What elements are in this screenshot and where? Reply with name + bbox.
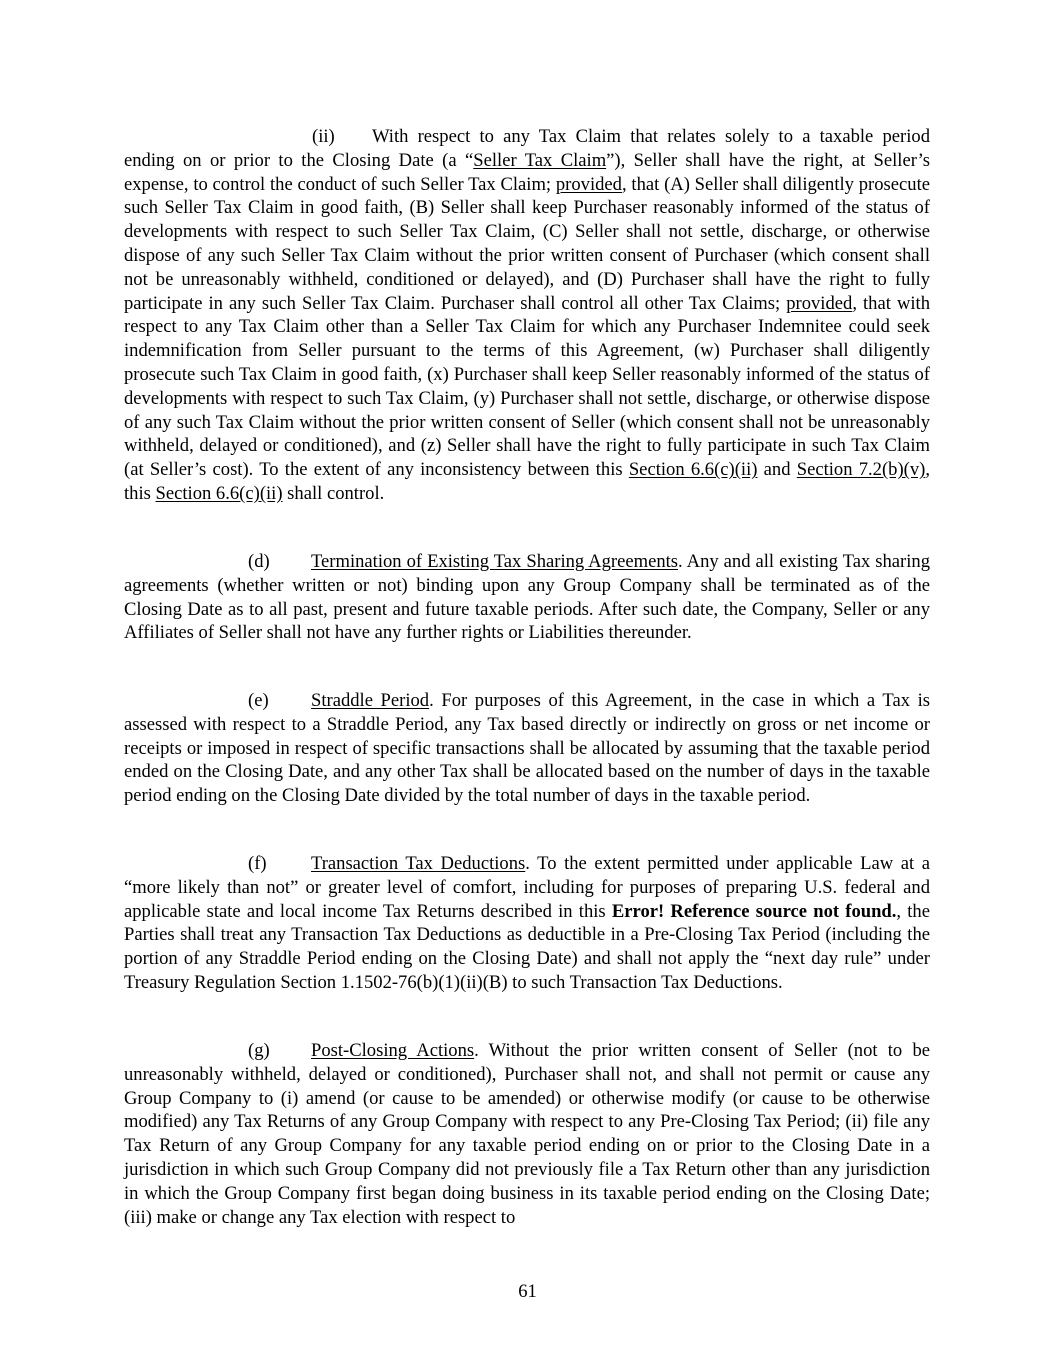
paragraph-label: (ii): [312, 126, 335, 147]
paragraph-text: , this: [124, 459, 930, 504]
section-reference: Section 6.6(c)(ii): [155, 482, 283, 504]
paragraph-f: [124, 852, 930, 995]
paragraph-label: (e): [248, 690, 269, 711]
defined-term: provided: [786, 292, 853, 314]
paragraph-heading: Transaction Tax Deductions: [311, 853, 526, 874]
section-reference: Section 7.2(b)(v): [796, 459, 926, 481]
paragraph-label: (g): [248, 1040, 270, 1061]
paragraph-text: , that (A) Seller shall diligently prosecute such Seller Tax Claim in good faith, (B) Seller shall keep Purchaser reasonably informed of the status of developments with respect to such Seller Tax Claim, (C) Seller shall not settle, discharge, or otherwise dispose of any such Seller Tax Claim without the prior written consent of Purchaser (which consent shall not be unreasonably withheld, conditioned or delayed), and (D) Purchaser shall have the right to fully participate in any such Seller Tax Claim. Purchaser shall control all other Tax Claims;: [124, 173, 931, 314]
section-reference: Section 6.6(c)(ii): [628, 459, 758, 481]
paragraph-heading: Post-Closing Actions: [311, 1040, 475, 1061]
paragraph-g: [124, 1039, 930, 1229]
defined-term: provided: [555, 173, 622, 195]
paragraph-label: (d): [248, 551, 270, 572]
paragraph-label: (f): [248, 853, 267, 874]
page-number: 61: [518, 1281, 537, 1302]
paragraph-text: . For purposes of this Agreement, in the case in which a Tax is assessed with respect to a Straddle Period, any Tax based directly or indirectly on gross or net income or receipts or imposed in respect of specific transactions shall be allocated by assuming that the taxable period ended on the Closing Date, and any other Tax shall be allocated based on the number of days in the taxable period ending on the Closing Date divided by the total number of days in the taxable period.: [124, 690, 930, 807]
paragraph-text: , that with respect to any Tax Claim other than a Seller Tax Claim for which any Purchaser Indemnitee could seek indemnification from Seller pursuant to the terms of this Agreement, (w) Purchaser shall diligently prosecute such Tax Claim in good faith, (x) Purchaser shall keep Seller reasonably informed of the status of developments with respect to such Tax Claim, (y) Purchaser shall not settle, discharge, or otherwise dispose of any such Tax Claim without the prior written consent of Seller (which consent shall not be unreasonably withheld, delayed or conditioned), and (z) Seller shall have the right to fully participate in such Tax Claim (at Seller’s cost). To the extent of any inconsistency between this: [124, 292, 931, 481]
paragraph-text: . Any and all existing Tax sharing agreements (whether written or not) binding upon any Group Company shall be terminated as of the Closing Date as to all past, present and future taxable periods. After such date, the Company, Seller or any Affiliates of Seller shall not have any further rights or Liabilities thereunder.: [124, 551, 930, 644]
paragraph-text: . To the extent permitted under applicable Law at a “more likely than not” or greater level of comfort, including for purposes of preparing U.S. federal and applicable state and local income Tax Returns described in this: [124, 853, 930, 922]
paragraph-d: [124, 550, 930, 645]
paragraph-text: and: [757, 459, 797, 481]
paragraph-text: . Without the prior written consent of Seller (not to be unreasonably withheld, delayed or conditioned), Purchaser shall not, and shall not permit or cause any Group Company to (i) amend (or cause to be amended) or otherwise modify (or cause to be otherwise modified) any Tax Returns of any Group Company with respect to any Pre-Closing Tax Period; (ii) file any Tax Return of any Group Company for any taxable period ending on or prior to the Closing Date in a jurisdiction in which such Group Company did not previously file a Tax Return other than any jurisdiction in which the Group Company first began doing business in its taxable period ending on the Closing Date; (iii) make or change any Tax election with respect to: [124, 1040, 931, 1228]
paragraph-text: With respect to any Tax Claim that relates solely to a taxable period ending on or prior to the Closing Date (a “: [124, 126, 930, 171]
paragraph-ii: [124, 125, 930, 506]
paragraph-text: , the Parties shall treat any Transaction Tax Deductions as deductible in a Pre-Closing Tax Period (including the portion of any Straddle Period ending on the Closing Date) and shall not apply the “next day rule” under Treasury Regulation Section 1.1502-76(b)(1)(ii)(B) to such Transaction Tax Deductions.: [124, 900, 930, 993]
defined-term: Seller Tax Claim: [473, 149, 607, 171]
paragraph-heading: Straddle Period: [311, 690, 430, 711]
paragraph-text: ”), Seller shall have the right, at Seller’s expense, to control the conduct of such Seller Tax Claim;: [124, 149, 930, 195]
paragraph-e: [124, 689, 930, 808]
paragraph-heading: Termination of Existing Tax Sharing Agreements: [311, 551, 679, 572]
reference-error: Error! Reference source not found.: [611, 900, 897, 922]
paragraph-text: shall control.: [282, 482, 385, 504]
